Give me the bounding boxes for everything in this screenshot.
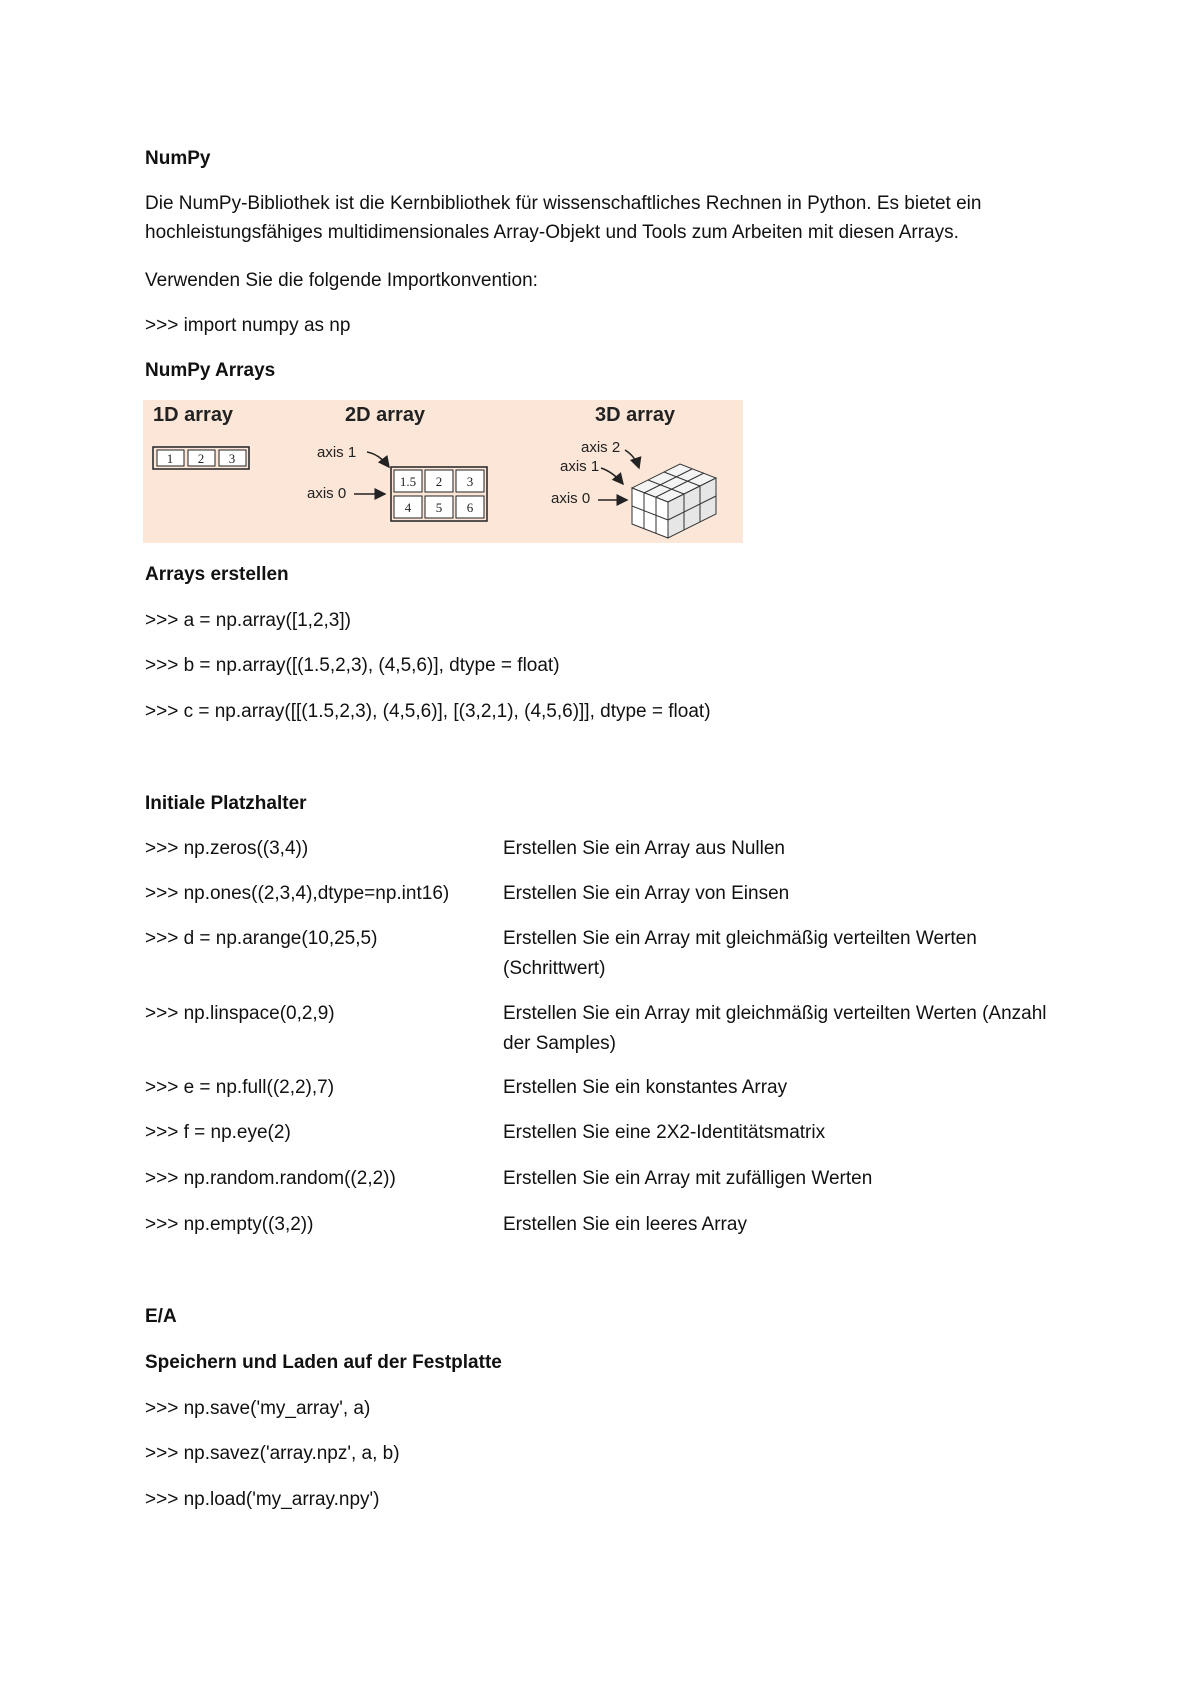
placeholder-desc: Erstellen Sie ein Array mit zufälligen Werten (503, 1168, 873, 1189)
axis-0-label-3d: axis 0 (551, 490, 591, 507)
array-2d (391, 467, 487, 521)
placeholder-desc: Erstellen Sie ein Array aus Nullen (503, 838, 785, 859)
numpy-arrays-figure (143, 400, 743, 543)
import-code: >>> import numpy as np (145, 315, 351, 336)
save-heading: Speichern und Laden auf der Festplatte (145, 1352, 502, 1373)
placeholder-code: >>> e = np.full((2,2),7) (145, 1077, 335, 1098)
placeholder-desc: Erstellen Sie ein Array mit gleichmäßig verteilten Werten (Anzahl der Samples) (503, 1003, 1047, 1054)
axis-1-label-3d: axis 1 (560, 458, 600, 475)
cell-2d: 6 (466, 500, 474, 515)
cell-1d: 3 (228, 451, 236, 466)
placeholder-code: >>> f = np.eye(2) (145, 1122, 291, 1143)
intro-line-1: Die NumPy-Bibliothek ist die Kernbibliothek für wissenschaftliches Rechnen in Python. Es bietet ein (145, 193, 982, 214)
placeholder-desc: Erstellen Sie ein Array mit gleichmäßig verteilten Werten (Schrittwert) (503, 928, 977, 979)
placeholder-code: >>> np.empty((3,2)) (145, 1214, 314, 1235)
title-2d: 2D array (345, 404, 426, 426)
cell-1d: 1 (166, 451, 174, 466)
placeholder-desc: Erstellen Sie ein leeres Array (503, 1214, 747, 1235)
title-3d: 3D array (595, 404, 676, 426)
cell-2d: 1.5 (399, 474, 417, 489)
placeholder-code: >>> np.ones((2,3,4),dtype=np.int16) (145, 883, 450, 904)
axis-0-label-2d: axis 0 (307, 485, 347, 502)
create-line-a: >>> a = np.array([1,2,3]) (145, 610, 351, 631)
create-line-c: >>> c = np.array([[(1.5,2,3), (4,5,6)], [(3,2,1), (4,5,6)]], dtype = float) (145, 701, 711, 722)
title-1d: 1D array (153, 404, 234, 426)
arrays-heading: NumPy Arrays (145, 360, 276, 381)
placeholder-code: >>> np.linspace(0,2,9) (145, 1003, 335, 1024)
create-heading: Arrays erstellen (145, 564, 289, 585)
io-heading: E/A (145, 1306, 177, 1327)
placeholder-code: >>> np.zeros((3,4)) (145, 838, 309, 859)
placeholder-desc: Erstellen Sie ein konstantes Array (503, 1077, 788, 1098)
document-title: NumPy (145, 148, 211, 169)
cell-2d: 4 (404, 500, 412, 515)
cell-2d: 3 (466, 474, 474, 489)
axis-1-arrow-2d (367, 452, 389, 467)
placeholder-code: >>> np.random.random((2,2)) (145, 1168, 396, 1189)
array-3d-cube (632, 464, 716, 538)
placeholder-desc: Erstellen Sie ein Array von Einsen (503, 883, 790, 904)
cell-2d: 5 (435, 500, 443, 515)
axis-1-arrow-3d (601, 468, 623, 484)
save-line-1: >>> np.save('my_array', a) (145, 1398, 371, 1419)
axis-2-label-3d: axis 2 (581, 439, 621, 456)
save-line-3: >>> np.load('my_array.npy') (145, 1489, 380, 1510)
create-line-b: >>> b = np.array([(1.5,2,3), (4,5,6)], dtype = float) (145, 655, 560, 676)
cell-1d: 2 (197, 451, 205, 466)
axis-1-label-2d: axis 1 (317, 444, 357, 461)
save-line-2: >>> np.savez('array.npz', a, b) (145, 1443, 400, 1464)
axis-2-arrow-3d (625, 450, 639, 468)
arrays-diagram (143, 400, 743, 543)
placeholder-code: >>> d = np.arange(10,25,5) (145, 928, 378, 949)
placeholder-heading: Initiale Platzhalter (145, 793, 307, 814)
intro-line-2: hochleistungsfähiges multidimensionales Array-Objekt und Tools zum Arbeiten mit diesen Arrays. (145, 222, 959, 243)
cell-2d: 2 (435, 474, 443, 489)
placeholder-desc: Erstellen Sie eine 2X2-Identitätsmatrix (503, 1122, 826, 1143)
array-1d (153, 447, 249, 469)
import-intro: Verwenden Sie die folgende Importkonvention: (145, 270, 538, 291)
